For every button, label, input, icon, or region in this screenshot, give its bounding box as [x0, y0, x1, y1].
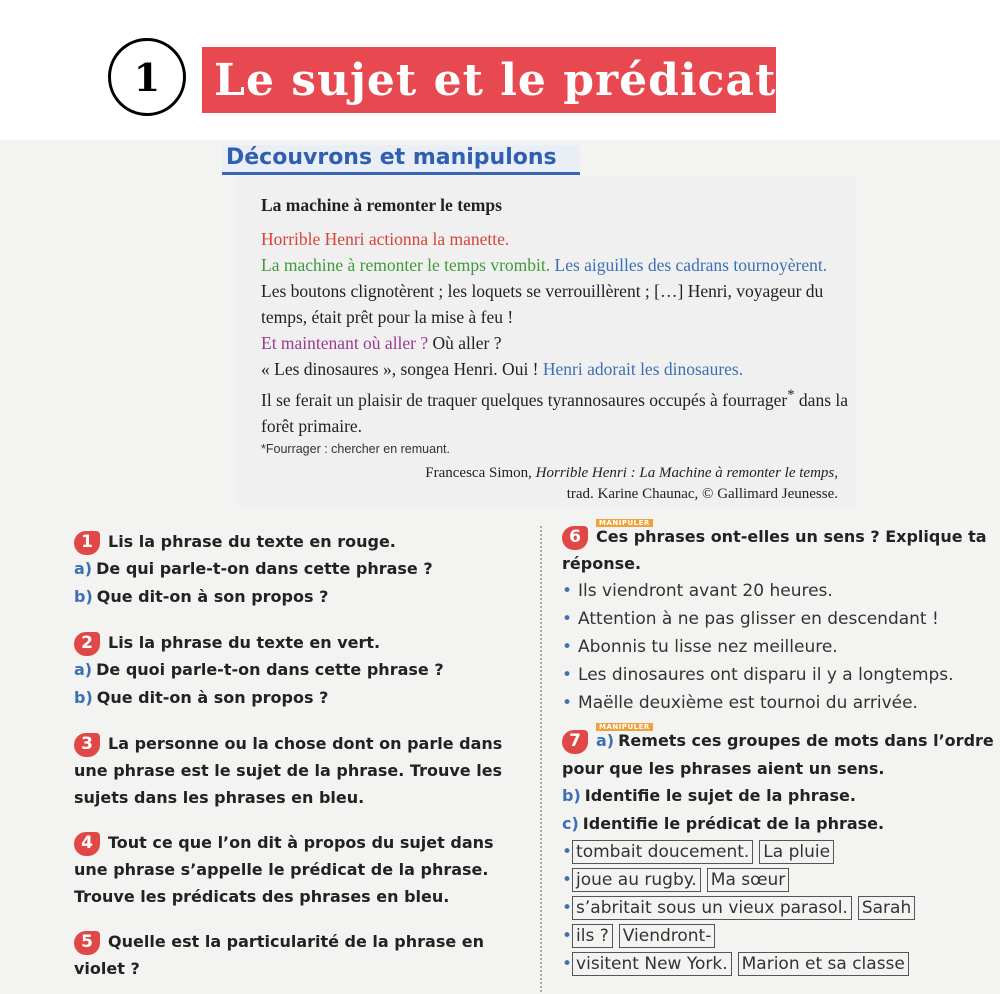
exercises-right [562, 519, 1000, 994]
sub-letter: c) [562, 814, 579, 833]
sentence-plain-5: dans la forêt primaire. [261, 389, 849, 436]
exercise-6 [562, 519, 1000, 717]
sub-letter: b) [74, 587, 93, 606]
word-group: Viendront- [619, 924, 716, 948]
sentence-plain-4: Il se ferait un plaisir de traquer quelques tyrannosaures occupés à fourrager [261, 389, 788, 410]
exercise-question: Quelle est la particularité de la phrase en violet ? [74, 932, 484, 978]
title-banner [202, 47, 776, 113]
credit-author: Francesca Simon, [425, 465, 532, 481]
exercise-number: 6 [562, 526, 588, 550]
sub-question: Que dit-on à son propos ? [96, 688, 329, 707]
word-group: Marion et sa classe [738, 952, 909, 976]
section-header [222, 145, 580, 175]
section-title: Découvrons et manipulons [226, 145, 557, 170]
list-item: • Les dinosaures ont disparu il y a longtemps. [562, 665, 954, 685]
sub-letter: b) [74, 688, 93, 707]
chapter-number [108, 38, 186, 116]
sentence-plain-2: Où aller ? [432, 333, 502, 353]
list-item: • Maëlle deuxième est tournoi du arrivée. [562, 693, 918, 713]
exercise-question: Ces phrases ont-elles un sens ? Explique ta réponse. [562, 527, 987, 573]
reading-title: La machine à remonter le temps [261, 195, 502, 215]
exercise-number: 1 [74, 531, 100, 555]
word-group-row: • visitent New York. Marion et sa classe [562, 950, 1000, 978]
word-group-row: • tombait doucement. La pluie [562, 838, 1000, 866]
source-credit [290, 463, 838, 505]
credit-book: Horrible Henri : La Machine à remonter le temps, [535, 465, 838, 481]
exercise-question: Remets ces groupes de mots dans l’ordre pour que les phrases aient un sens. [562, 731, 994, 778]
exercise-2 [74, 629, 526, 712]
word-group: Ma sœur [707, 868, 790, 892]
sentence-plain-1: Les boutons clignotèrent ; les loquets se verrouillèrent ; […] Henri, voyageur du temps, était prêt pour la mise à feu ! [261, 281, 824, 327]
footnote: *Fourrager : chercher en remuant. [261, 441, 450, 456]
word-group: tombait doucement. [572, 840, 753, 864]
sentence-green: La machine à remonter le temps vrombit. [261, 255, 551, 275]
word-group: Sarah [858, 896, 915, 920]
sub-letter: a) [596, 731, 615, 750]
exercise-question: La personne ou la chose dont on parle dans une phrase est le sujet de la phrase. Trouve les sujets dans les phrases en bleu. [74, 734, 503, 807]
exercise-number: 2 [74, 632, 100, 656]
sub-question: De qui parle-t-on dans cette phrase ? [96, 559, 433, 578]
exercise-number: 7 [562, 730, 588, 754]
sentence-blue-1: Les aiguilles des cadrans tournoyèrent. [554, 255, 828, 275]
sub-question: De quoi parle-t-on dans cette phrase ? [96, 660, 444, 679]
column-divider [540, 526, 542, 992]
word-group: joue au rugby. [572, 868, 701, 892]
sentence-plain-3: « Les dinosaures », songea Henri. Oui ! [261, 359, 539, 379]
word-group-row: • joue au rugby. Ma sœur [562, 866, 1000, 894]
reading-text [261, 192, 851, 459]
sub-question: Identifie le sujet de la phrase. [584, 786, 856, 805]
list-item: • Ils viendront avant 20 heures. [562, 581, 833, 601]
word-group: visitent New York. [572, 952, 732, 976]
exercise-7 [562, 723, 1000, 978]
word-group: s’abritait sous un vieux parasol. [572, 896, 852, 920]
sub-letter: b) [562, 786, 581, 805]
word-group: La pluie [759, 840, 834, 864]
exercises-left [74, 528, 526, 994]
reading-body [261, 226, 851, 439]
sub-letter: a) [74, 660, 93, 679]
sentence-blue-2: Henri adorait les dinosaures. [542, 359, 744, 379]
exercise-3 [74, 730, 526, 811]
exercise-1 [74, 528, 526, 611]
exercise-number: 5 [74, 931, 100, 955]
footnote-mark: * [787, 387, 795, 403]
list-item: • Attention à ne pas glisser en descendant ! [562, 609, 939, 629]
exercise-5 [74, 928, 526, 982]
exercise-4 [74, 829, 526, 910]
exercise-question: Lis la phrase du texte en rouge. [108, 532, 396, 551]
exercise-question: Lis la phrase du texte en vert. [108, 633, 381, 652]
sub-question: Identifie le prédicat de la phrase. [582, 814, 885, 833]
exercise-number: 3 [74, 733, 100, 757]
manipuler-tag: MANIPULER [596, 519, 653, 527]
credit-translation: trad. Karine Chaunac, © Gallimard Jeunesse. [566, 486, 838, 502]
sentence-red: Horrible Henri actionna la manette. [261, 229, 510, 249]
chapter-number-text: 1 [133, 54, 161, 100]
word-group: ils ? [572, 924, 613, 948]
sub-question: Que dit-on à son propos ? [96, 587, 329, 606]
exercise-number: 4 [74, 832, 100, 856]
page-title: Le sujet et le prédicat [214, 54, 777, 106]
word-group-row: • ils ? Viendront- [562, 922, 1000, 950]
list-item: • Abonnis tu lisse nez meilleure. [562, 637, 838, 657]
manipuler-tag: MANIPULER [596, 723, 653, 731]
word-group-row: • s’abritait sous un vieux parasol. Sarah [562, 894, 1000, 922]
exercise-question: Tout ce que l’on dit à propos du sujet dans une phrase s’appelle le prédicat de la phrase. Trouve les prédicats des phrases en bleu. [74, 833, 494, 906]
sentence-violet: Et maintenant où aller ? [261, 333, 429, 353]
sub-letter: a) [74, 559, 93, 578]
